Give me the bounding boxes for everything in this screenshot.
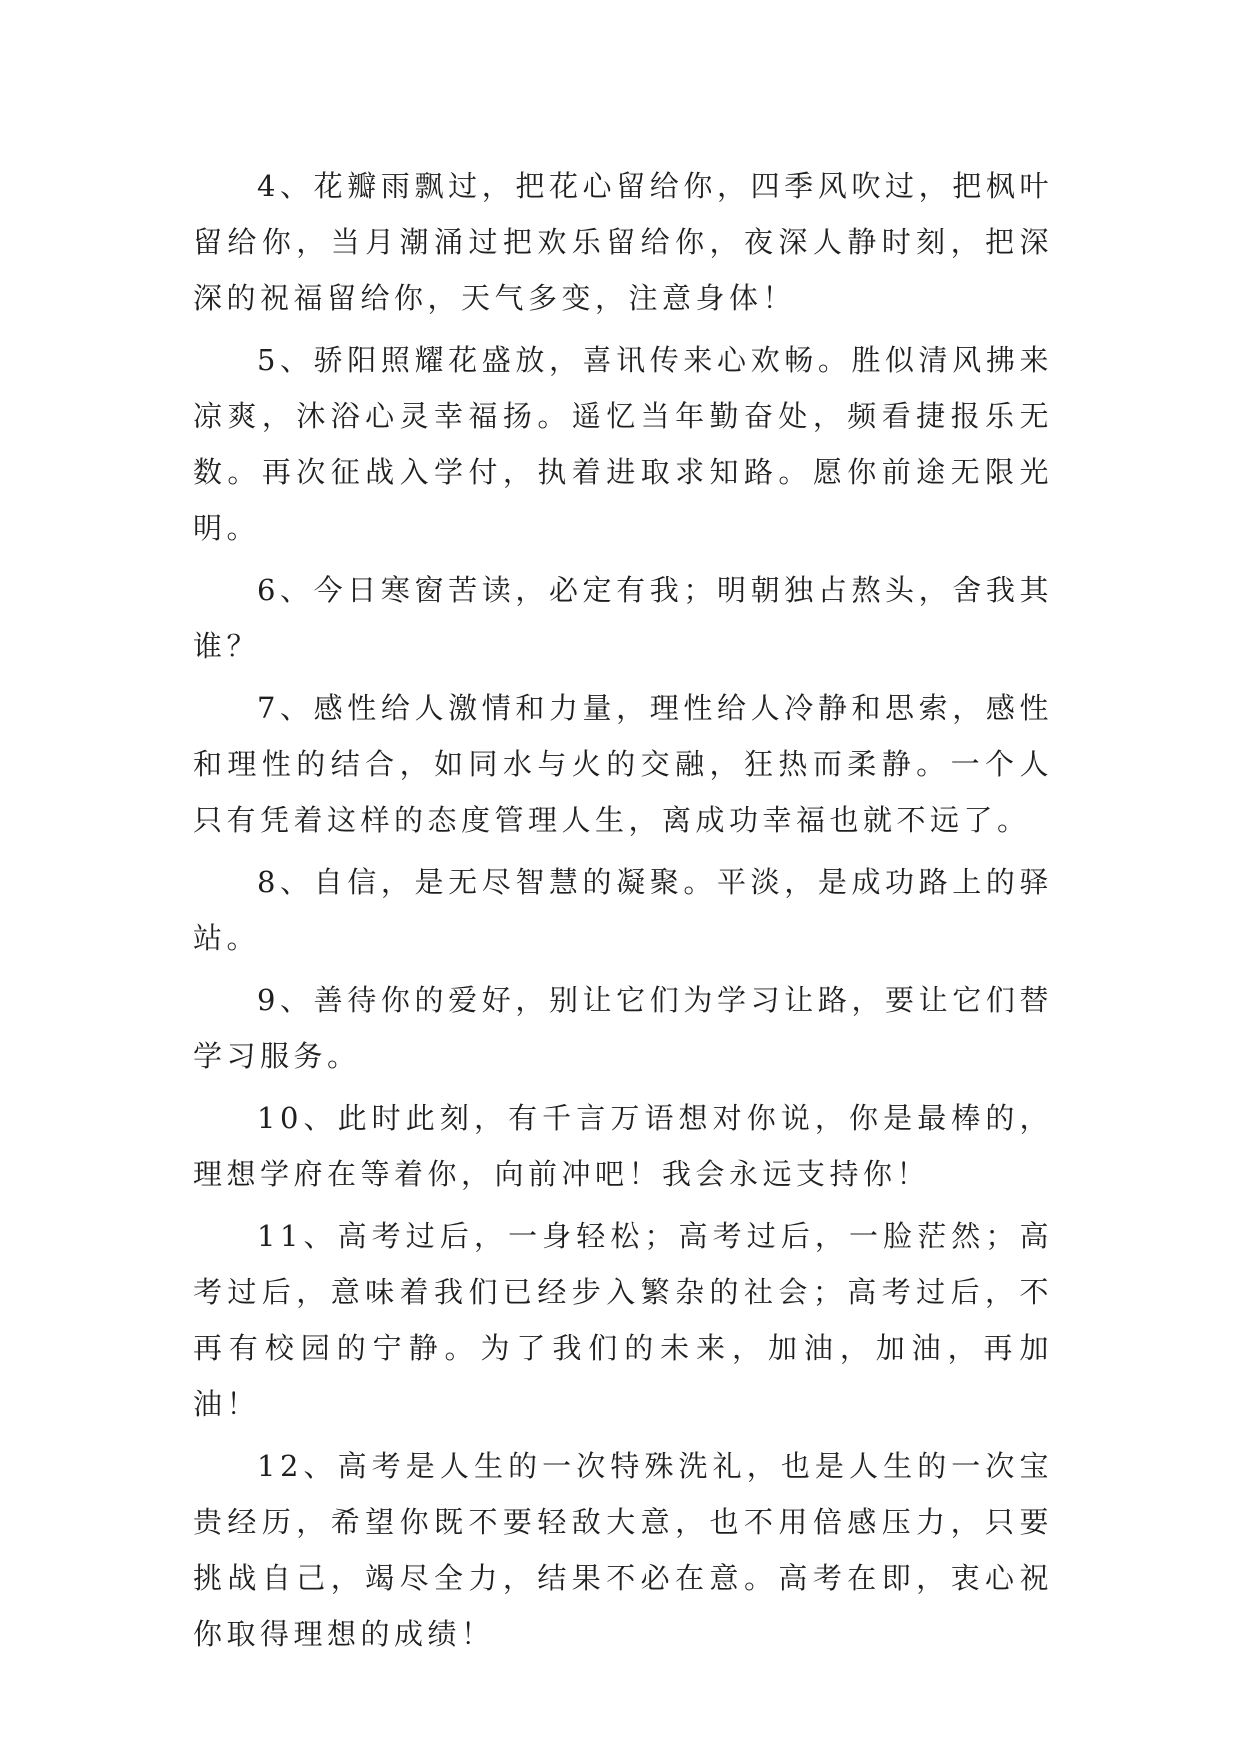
paragraph-6: 6、今日寒窗苦读，必定有我；明朝独占熬头，舍我其谁？ bbox=[193, 573, 1053, 663]
paragraph-5: 5、骄阳照耀花盛放，喜讯传来心欢畅。胜似清风拂来凉爽，沐浴心灵幸福扬。遥忆当年勤奋处，频看捷报乐无数。再次征战入学付，执着进取求知路。愿你前途无限光明。 bbox=[193, 343, 1053, 545]
document-body bbox=[193, 158, 1053, 1668]
paragraph-12: 12、高考是人生的一次特殊洗礼，也是人生的一次宝贵经历，希望你既不要轻敌大意，也不用倍感压力，只要挑战自己，竭尽全力，结果不必在意。高考在即，衷心祝你取得理想的成绩！ bbox=[193, 1449, 1053, 1651]
paragraph-4: 4、花瓣雨飘过，把花心留给你，四季风吹过，把枫叶留给你，当月潮涌过把欢乐留给你，夜深人静时刻，把深深的祝福留给你，天气多变，注意身体！ bbox=[193, 169, 1053, 315]
paragraph-9: 9、善待你的爱好，别让它们为学习让路，要让它们替学习服务。 bbox=[193, 983, 1053, 1073]
paragraph-11: 11、高考过后，一身轻松；高考过后，一脸茫然；高考过后，意味着我们已经步入繁杂的社会；高考过后，不再有校园的宁静。为了我们的未来，加油，加油，再加油！ bbox=[193, 1219, 1053, 1421]
paragraph-7: 7、感性给人激情和力量，理性给人冷静和思索，感性和理性的结合，如同水与火的交融，狂热而柔静。一个人只有凭着这样的态度管理人生，离成功幸福也就不远了。 bbox=[193, 691, 1053, 837]
paragraph-10: 10、此时此刻，有千言万语想对你说，你是最棒的，理想学府在等着你，向前冲吧！我会永远支持你！ bbox=[193, 1101, 1053, 1191]
paragraph-8: 8、自信，是无尽智慧的凝聚。平淡，是成功路上的驿站。 bbox=[193, 865, 1053, 955]
